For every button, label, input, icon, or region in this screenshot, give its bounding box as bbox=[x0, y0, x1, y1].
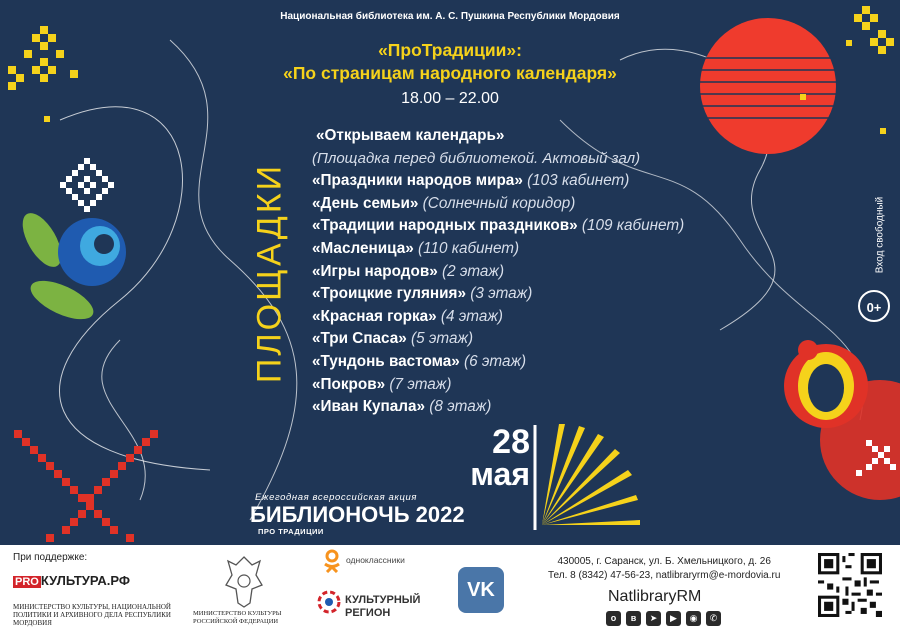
event-day: 28 bbox=[492, 423, 530, 461]
event-yearly-label: Ежегодная всероссийская акция bbox=[255, 492, 418, 503]
age-rating-badge: 0+ bbox=[858, 290, 890, 322]
list-item: «Троицкие гуляния» (3 этаж) bbox=[312, 285, 533, 303]
list-item: «Иван Купала» (8 этаж) bbox=[312, 398, 492, 416]
social-handle[interactable]: NatlibraryRM bbox=[608, 588, 702, 605]
list-item: «Праздники народов мира» (103 кабинет) bbox=[312, 172, 630, 190]
event-month: мая bbox=[470, 456, 530, 492]
contacts-text[interactable]: Тел. 8 (8342) 47-56-23, natlibraryrm@e-mordovia.ru bbox=[548, 570, 781, 581]
entry-note-box bbox=[860, 185, 900, 285]
telegram-icon[interactable]: ➤ bbox=[646, 611, 661, 626]
event-name: БИБЛИОНОЧЬ 2022 bbox=[250, 502, 465, 527]
red-ornament-icon bbox=[14, 430, 158, 542]
vk-video-icon[interactable]: ◉ bbox=[686, 611, 701, 626]
list-item: «Игры народов» (2 этаж) bbox=[312, 262, 505, 280]
ministry-rm-label: МИНИСТЕРСТВО КУЛЬТУРЫ, НАЦИОНАЛЬНОЙ ПОЛИТИКИ И АРХИВНОГО ДЕЛА РЕСПУБЛИКИ МОРДОВИЯ bbox=[13, 603, 171, 627]
entry-note: Вход свободный bbox=[874, 196, 886, 274]
red-sun-shape bbox=[700, 18, 836, 154]
list-item: «Три Спаса» (5 этаж) bbox=[312, 330, 474, 348]
address-text: 430005, г. Саранск, ул. Б. Хмельницкого, д. 26 bbox=[557, 556, 771, 567]
cultural-region-icon bbox=[316, 589, 342, 615]
ok-icon[interactable]: о bbox=[606, 611, 621, 626]
venues-label-box bbox=[250, 128, 290, 418]
qr-code-icon[interactable] bbox=[818, 553, 882, 617]
support-label: При поддержке: bbox=[13, 552, 88, 563]
prokultura-pro: PRO bbox=[15, 576, 39, 588]
ministry-rf-label: МИНИСТЕРСТВО КУЛЬТУРЫ РОССИЙСКОЙ ФЕДЕРАЦИИ bbox=[193, 610, 282, 625]
youtube-icon[interactable]: ▶ bbox=[666, 611, 681, 626]
prokultura-text: КУЛЬТУРА.РФ bbox=[40, 573, 130, 588]
biblionoch-fan-icon bbox=[535, 424, 640, 530]
ok-logo-icon[interactable] bbox=[322, 549, 342, 573]
cultural-region-label: КУЛЬТУРНЫЙ РЕГИОН bbox=[345, 594, 421, 619]
social-icons-row bbox=[606, 611, 721, 626]
event-time: 18.00 – 22.00 bbox=[401, 90, 499, 107]
russia-emblem-icon bbox=[222, 555, 266, 609]
venues-label: ПЛОЩАДКИ bbox=[250, 162, 289, 384]
ok-label[interactable]: одноклассники bbox=[346, 555, 405, 565]
prokultura-logo[interactable] bbox=[13, 573, 130, 588]
organizer-text: Национальная библиотека им. А. С. Пушкина Республики Мордовия bbox=[280, 11, 620, 22]
list-item: «День семьи» (Солнечный коридор) bbox=[312, 194, 576, 212]
list-item: «Тундонь вастома» (6 этаж) bbox=[312, 352, 527, 370]
title-line-1: «ПроТрадиции»: bbox=[378, 40, 522, 60]
contacts-block bbox=[548, 555, 780, 583]
event-subtitle: ПРО ТРАДИЦИИ bbox=[258, 527, 324, 536]
vk-logo-icon[interactable]: VK bbox=[458, 567, 504, 613]
list-item: (Площадка перед библиотекой. Актовый зал) bbox=[312, 149, 641, 167]
list-item: «Красная горка» (4 этаж) bbox=[312, 307, 503, 325]
footer bbox=[0, 545, 900, 636]
list-item: «Покров» (7 этаж) bbox=[312, 375, 452, 393]
list-item: «Масленица» (110 кабинет) bbox=[312, 239, 520, 257]
viber-icon[interactable]: ✆ bbox=[706, 611, 721, 626]
title-line-2: «По страницам народного календаря» bbox=[283, 63, 617, 83]
venues-list bbox=[312, 125, 684, 419]
list-item: «Открываем календарь» bbox=[316, 127, 505, 144]
list-item: «Традиции народных праздников» (109 кабинет) bbox=[312, 217, 685, 235]
vk-icon[interactable]: в bbox=[626, 611, 641, 626]
white-ornament-icon bbox=[60, 158, 114, 212]
